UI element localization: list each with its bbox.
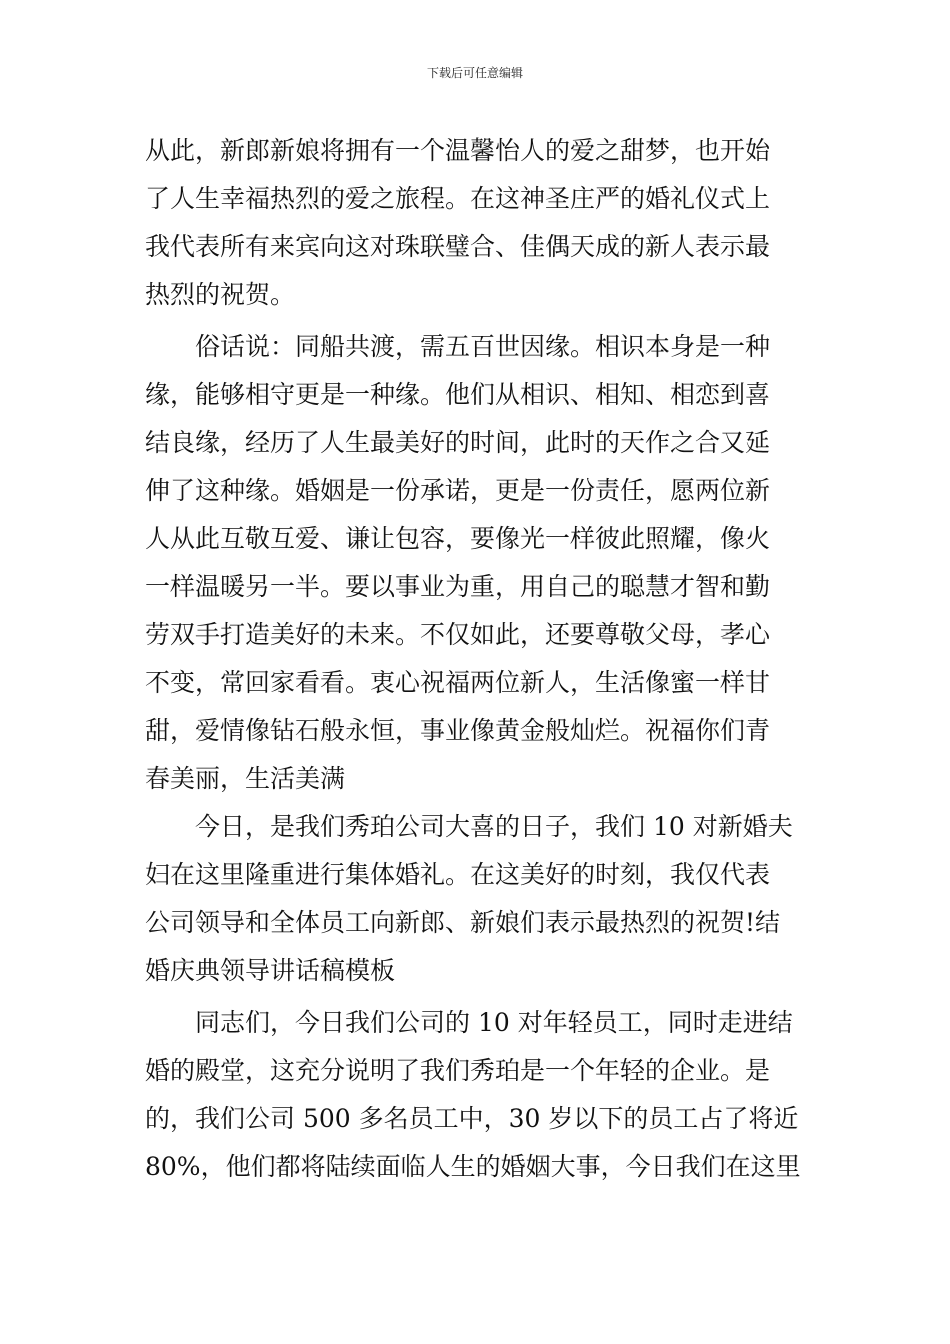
- text-line: 80%，他们都将陆续面临人生的婚姻大事，今日我们在这里: [145, 1152, 801, 1181]
- text-line: 婚庆典领导讲话稿模板: [145, 956, 396, 985]
- text-line: 从此，新郎新娘将拥有一个温馨怡人的爱之甜梦，也开始: [145, 136, 771, 165]
- text-line: 妇在这里隆重进行集体婚礼。在这美好的时刻，我仅代表: [145, 860, 771, 889]
- text-line: 婚的殿堂，这充分说明了我们秀珀是一个年轻的企业。是: [145, 1056, 771, 1085]
- document-body: [145, 127, 805, 1191]
- text-line: 今日，是我们秀珀公司大喜的日子，我们 10 对新婚夫: [145, 812, 793, 841]
- text-line: 结良缘，经历了人生最美好的时间，此时的天作之合又延: [145, 428, 771, 457]
- text-line: 同志们，今日我们公司的 10 对年轻员工，同时走进结: [145, 1008, 793, 1037]
- text-line: 春美丽，生活美满: [145, 764, 346, 793]
- text-line: 伸了这种缘。婚姻是一份承诺，更是一份责任，愿两位新: [145, 476, 771, 505]
- text-line: 我代表所有来宾向这对珠联璧合、佳偶天成的新人表示最: [145, 232, 771, 261]
- text-line: 不变，常回家看看。衷心祝福两位新人，生活像蜜一样甘: [145, 668, 771, 697]
- text-line: 缘，能够相守更是一种缘。他们从相识、相知、相恋到喜: [145, 380, 771, 409]
- text-line: 的，我们公司 500 多名员工中，30 岁以下的员工占了将近: [145, 1104, 799, 1133]
- text-line: 一样温暖另一半。要以事业为重，用自己的聪慧才智和勤: [145, 572, 771, 601]
- text-line: 公司领导和全体员工向新郎、新娘们表示最热烈的祝贺!结: [145, 908, 781, 937]
- page-header: 下载后可任意编辑: [426, 66, 523, 80]
- text-line: 人从此互敬互爱、谦让包容，要像光一样彼此照耀，像火: [145, 524, 771, 553]
- text-line: 热烈的祝贺。: [145, 280, 296, 309]
- text-line: 劳双手打造美好的未来。不仅如此，还要尊敬父母，孝心: [145, 620, 771, 649]
- text-line: 了人生幸福热烈的爱之旅程。在这神圣庄严的婚礼仪式上: [145, 184, 771, 213]
- text-line: 俗话说：同船共渡，需五百世因缘。相识本身是一种: [145, 332, 771, 361]
- text-line: 甜，爱情像钻石般永恒，事业像黄金般灿烂。祝福你们青: [145, 716, 771, 745]
